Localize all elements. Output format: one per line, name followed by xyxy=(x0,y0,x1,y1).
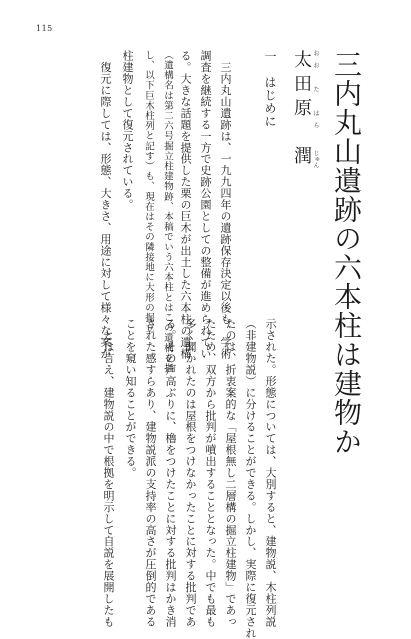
article-title: 三内丸山遺跡の六本柱は建物か xyxy=(330,50,363,456)
body-bottom-line: （非建物説）に分けることができる。しかし、実際に復元され xyxy=(244,318,257,639)
body-bottom-line: された感すらあり、建物説派の支持率の高さが圧倒的である xyxy=(144,318,157,628)
body-top-line: 復元に際しては、形態、大きさ、用途に対して様々な案が xyxy=(99,50,112,360)
body-bottom-line: る。その声高ぶりに、櫓をつけたことに対する批判はかき消 xyxy=(164,318,177,628)
author-given-name-ruby: じゅん xyxy=(312,150,319,168)
page-number: 115 xyxy=(36,24,53,33)
author-name: 太田原 潤 xyxy=(291,50,312,170)
section-heading: 一 はじめに xyxy=(263,50,277,128)
body-bottom-line: ことを窺い知ることができる。 xyxy=(124,318,137,479)
body-top-line: る。大きな話題を提供した栗の巨木が出土した六本柱の遺構 xyxy=(179,50,192,360)
body-bottom-line: たのは、折衷案的な「屋根無し二層構の掘立柱建物」であっ xyxy=(224,318,237,628)
body-bottom-line: たため、双方から批判が噴出することとなった。中でも最も xyxy=(204,318,217,628)
body-top-line: 柱建物として復元されている。 xyxy=(121,50,134,211)
body-bottom-line: 多く聞かれたのは屋根をつけなかったことに対する批判であ xyxy=(184,318,197,628)
body-top-line: 三内丸山遺跡は、一九九四年の遺跡保存決定以後も、学術 xyxy=(219,50,232,360)
author-name-ruby: おお た はら xyxy=(312,50,319,134)
body-bottom-line: 示された。形態については、大別すると、建物説、木柱列説 xyxy=(264,318,277,628)
body-top-line: 調査を継続する一方で史跡公園としての整備が進められてい xyxy=(199,50,212,360)
body-bottom-line: とは言え、建物説の中で根拠を明示して自説を展開したも xyxy=(102,318,115,628)
body-top-line: （遺構名は第二六号掘立柱建物跡、本稿でいう六本柱とはこの遺構を指 xyxy=(162,50,173,374)
body-top-line: し、以下巨木柱列と記す）も、現在はその隣接地に大形の掘立 xyxy=(143,50,154,333)
